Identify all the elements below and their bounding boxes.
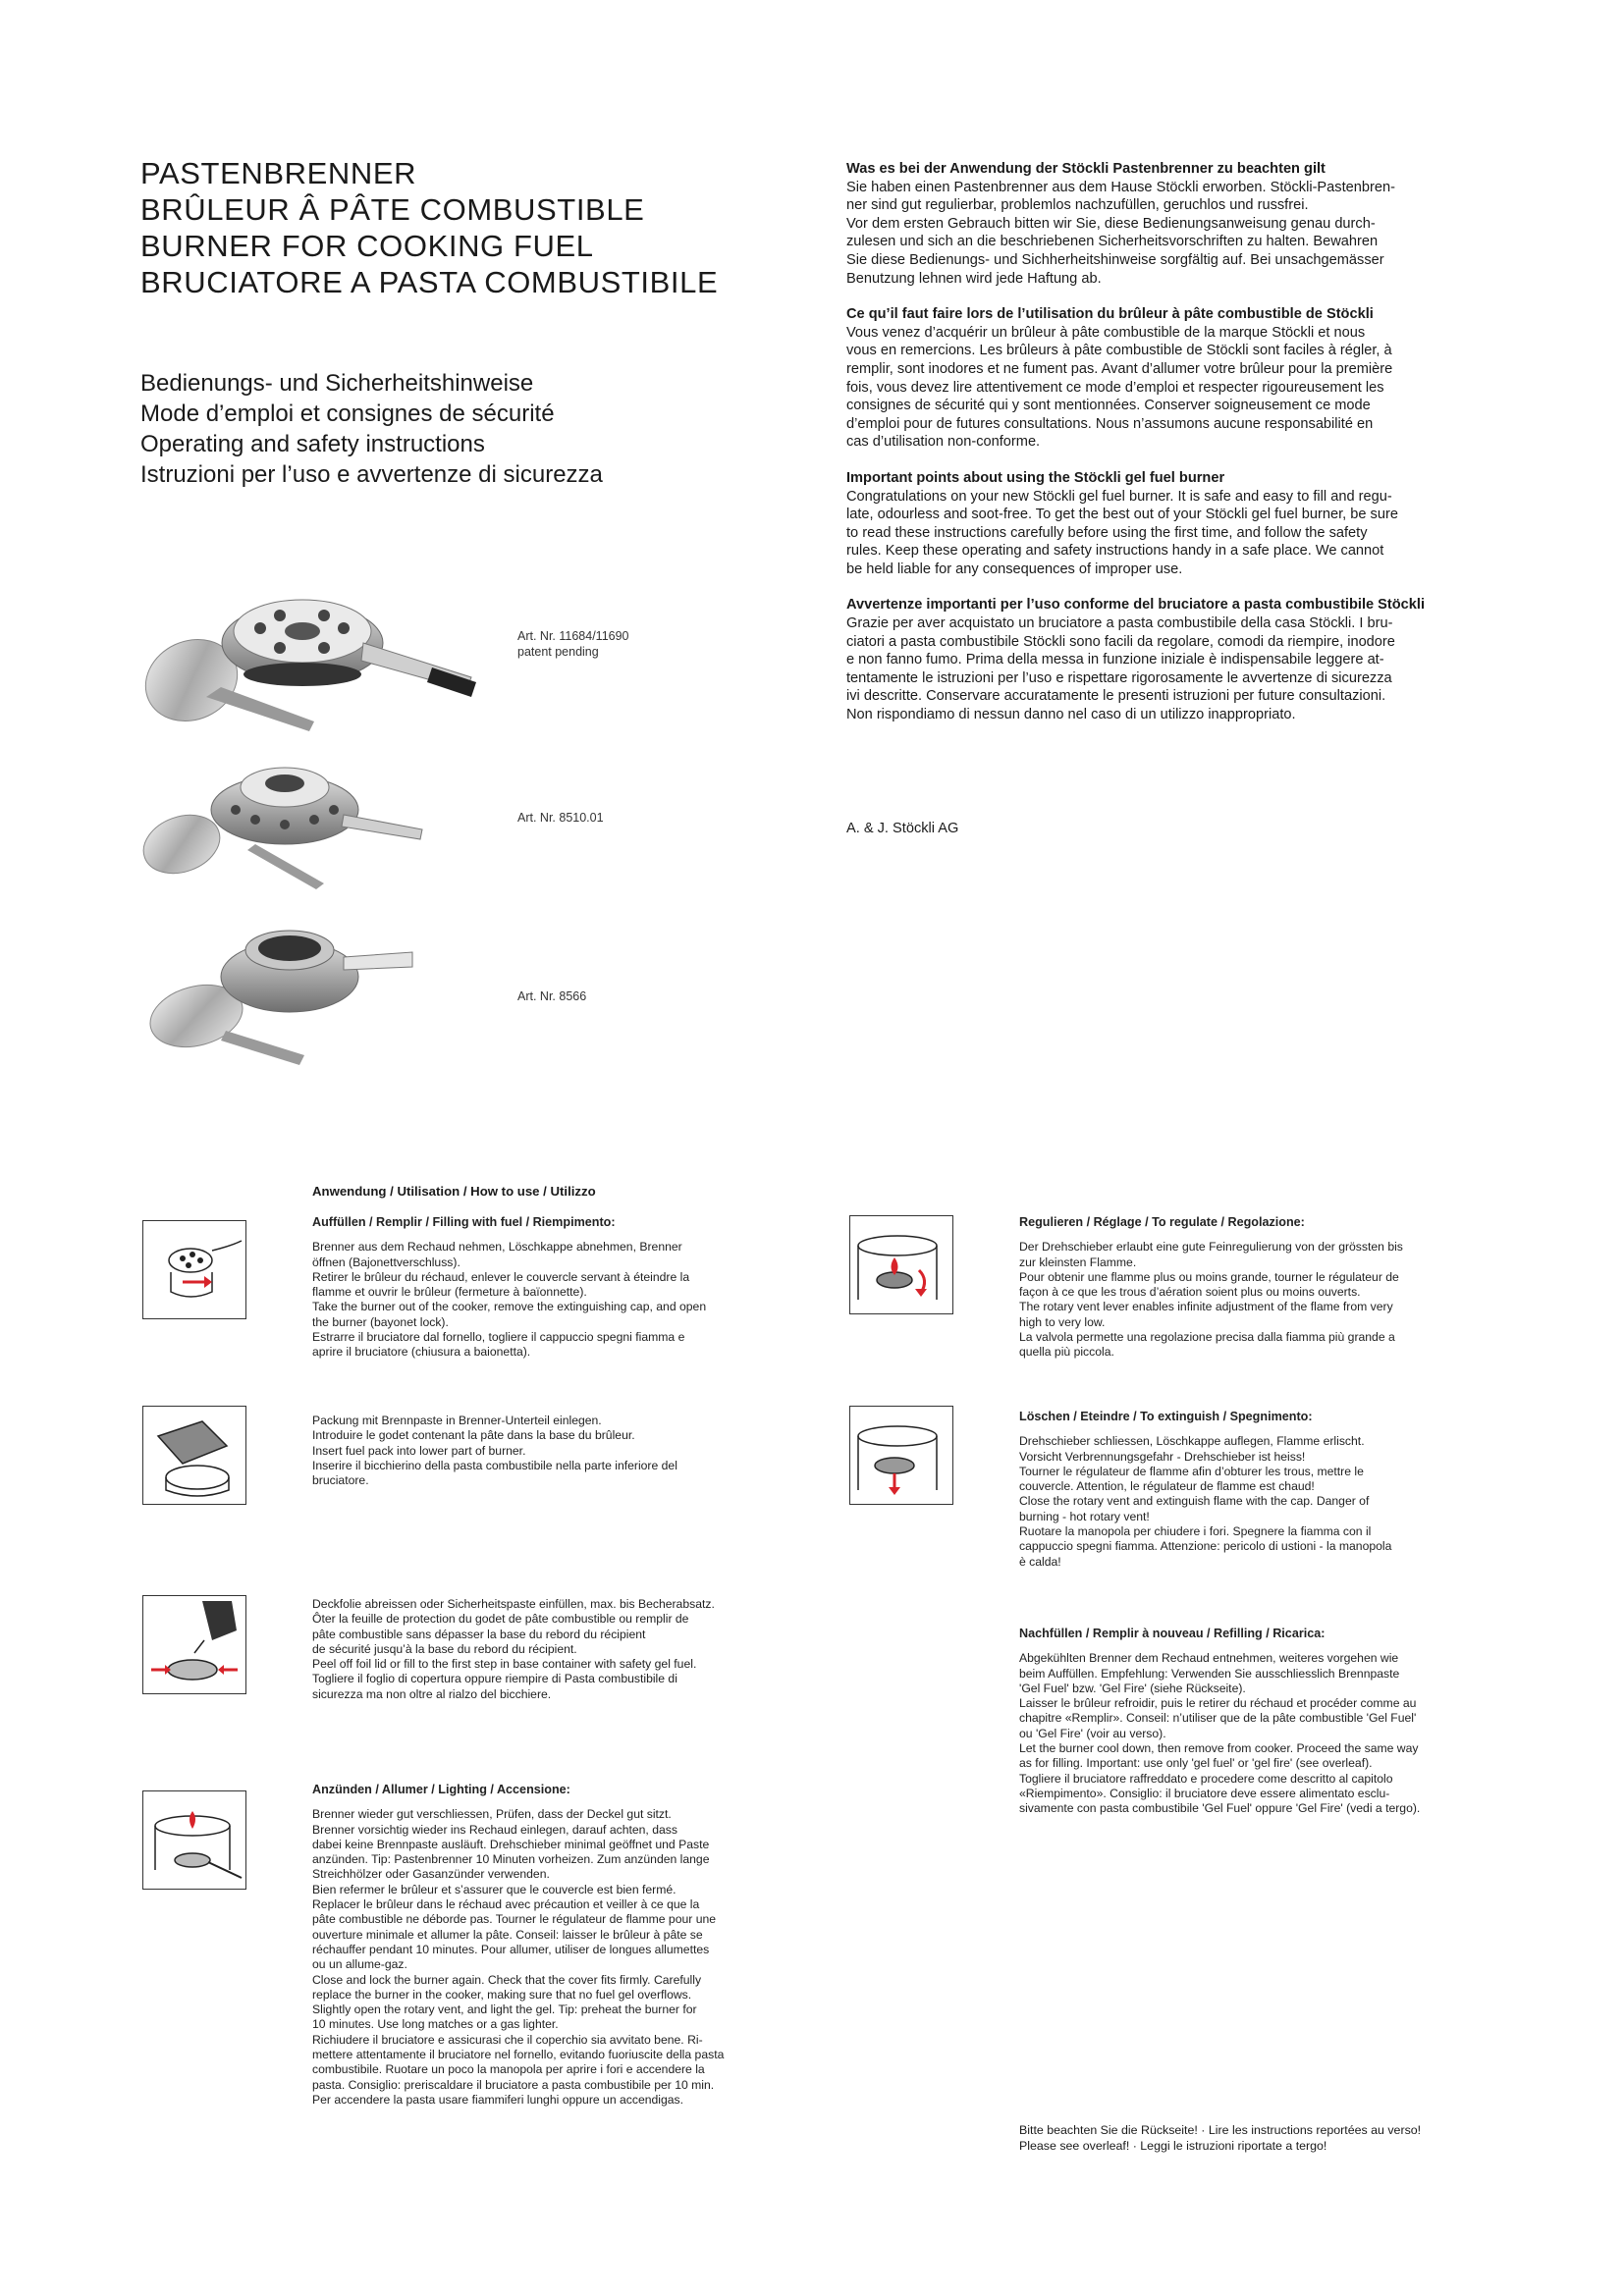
- intro-line: vous en remercions. Les brûleurs à pâte combustible de Stöckli sont faciles à régler, à: [846, 343, 1392, 359]
- intro-line: late, odourless and soot-free. To get the best out of your Stöckli gel fuel burner, be sure: [846, 507, 1398, 523]
- step-line: La valvola permette una regolazione precisa dalla fiamma più grande a: [1019, 1330, 1395, 1345]
- intro-line: consignes de sécurité qui y sont mentionnées. Conserver soigneusement ce mode: [846, 398, 1371, 414]
- footer-note: [1019, 2122, 1421, 2154]
- intro-heading: Ce qu’il faut faire lors de l’utilisation du brûleur à pâte combustible de Stöckli: [846, 306, 1374, 323]
- step-line: burning - hot rotary vent!: [1019, 1509, 1150, 1523]
- step-line: mettere attentamente il bruciatore nel fornello, evitando fuoriuscite della pasta: [312, 2048, 725, 2062]
- intro-line: remplir, sont inodores et ne fument pas. Avant d’allumer votre brûleur pour la première: [846, 360, 1393, 377]
- step-line: beim Auffüllen. Empfehlung: Verwenden Sie ausschliesslich Brennpaste: [1019, 1666, 1400, 1681]
- article-label-2: [517, 810, 604, 826]
- intro-section: [846, 160, 1496, 288]
- subtitle-it: Istruzioni per l’uso e avvertenze di sicurezza: [140, 461, 603, 488]
- step-line: ou 'Gel Fire' (voir au verso).: [1019, 1726, 1166, 1740]
- footer-line-2: Please see overleaf! · Leggi le istruzioni riportate a tergo!: [1019, 2139, 1327, 2153]
- step-line: chapitre «Remplir». Conseil: n’utiliser que de la pâte combustible 'Gel Fuel': [1019, 1711, 1417, 1726]
- step-line: Close and lock the burner again. Check that the cover fits firmly. Carefully: [312, 1972, 702, 1987]
- step-line: Slightly open the rotary vent, and light the gel. Tip: preheat the burner for: [312, 2002, 697, 2017]
- title-de: PASTENBRENNER: [140, 156, 417, 190]
- step-line: couvercle. Attention, le régulateur de flamme est chaud!: [1019, 1479, 1315, 1494]
- step-line: Inserire il bicchierino della pasta combustibile nella parte inferiore del: [312, 1458, 677, 1472]
- step-line: zur kleinsten Flamme.: [1019, 1255, 1137, 1269]
- article-label-3: [517, 988, 586, 1004]
- step-heading: Nachfüllen / Remplir à nouveau / Refilling / Ricarica:: [1019, 1627, 1326, 1640]
- step-line: Bien refermer le brûleur et s’assurer que le couvercle est bien fermé.: [312, 1882, 677, 1896]
- intro-line: Vor dem ersten Gebrauch bitten wir Sie, diese Bedienungsanweisung genau durch-: [846, 215, 1376, 232]
- intro-line: Grazie per aver acquistato un bruciatore a pasta combustibile della casa Stöckli. I bru-: [846, 615, 1393, 632]
- intro-section: [846, 305, 1496, 452]
- footer-line-1: Bitte beachten Sie die Rückseite! · Lire les instructions reportées au verso!: [1019, 2123, 1422, 2137]
- step-line: replace the burner in the cooker, making sure that no fuel gel overflows.: [312, 1987, 692, 2002]
- step-line: bruciatore.: [312, 1473, 369, 1488]
- intro-line: Non rispondiamo di nessun danno nel caso di un utilizzo inappropriato.: [846, 707, 1296, 723]
- step-extinguish: [1019, 1410, 1510, 1570]
- intro-line: rules. Keep these operating and safety instructions handy in a safe place. We cannot: [846, 543, 1384, 560]
- step-line: high to very low.: [1019, 1314, 1106, 1329]
- step-line: ou un allume-gaz.: [312, 1957, 407, 1972]
- step-line: Laisser le brûleur refroidir, puis le retirer du réchaud et procéder comme au: [1019, 1696, 1417, 1711]
- step-line: Brenner wieder gut verschliessen, Prüfen, dass der Deckel gut sitzt.: [312, 1807, 672, 1822]
- step-line: Ôter la feuille de protection du godet de pâte combustible ou remplir de: [312, 1612, 689, 1627]
- step-line: cappuccio spegni fiamma. Attenzione: pericolo di ustioni - la manopola: [1019, 1539, 1392, 1554]
- intro-line: ivi descritte. Conservare accuratamente le presenti istruzioni per future consultazioni.: [846, 688, 1386, 705]
- intro-line: Sie haben einen Pastenbrenner aus dem Hause Stöckli erworben. Stöckli-Pastenbren-: [846, 179, 1395, 195]
- step-line: Take the burner out of the cooker, remove the extinguishing cap, and open: [312, 1300, 707, 1314]
- intro-line: d’emploi pour de futures consultations. Nous n’assumons aucune responsabilité en: [846, 415, 1374, 432]
- step-line: pasta. Consiglio: preriscaldare il bruciatore a pasta combustibile per 10 min.: [312, 2077, 715, 2092]
- step-line: Deckfolie abreissen oder Sicherheitspaste einfüllen, max. bis Becherabsatz.: [312, 1597, 715, 1611]
- intro-line: e non fanno fumo. Prima della messa in funzione iniziale è indispensabile leggere at-: [846, 652, 1384, 668]
- intro-line: ner sind gut regulierbar, problemlos nachzufüllen, geruchlos und russfrei.: [846, 197, 1309, 214]
- step-line: réchauffer pendant 10 minutes. Pour allumer, utiliser de longues allumettes: [312, 1942, 710, 1956]
- step-heading: Löschen / Eteindre / To extinguish / Spegnimento:: [1019, 1410, 1313, 1423]
- step-line: Ruotare la manopola per chiudere i fori. Spegnere la fiamma con il: [1019, 1524, 1372, 1539]
- intro-heading: Was es bei der Anwendung der Stöckli Pastenbrenner zu beachten gilt: [846, 161, 1326, 177]
- intro-heading: Important points about using the Stöckli gel fuel burner: [846, 469, 1225, 486]
- step-line: Brenner aus dem Rechaud nehmen, Löschkappe abnehmen, Brenner: [312, 1240, 682, 1255]
- burner-8510-image: [137, 768, 422, 889]
- step-line: sicurezza ma non oltre al rialzo del bicchiere.: [312, 1686, 552, 1701]
- step-line: «Riempimento». Consiglio: il bruciatore deve essere alimentato esclu-: [1019, 1786, 1390, 1800]
- intro-line: Vous venez d’acquérir un brûleur à pâte combustible de la marque Stöckli et nous: [846, 324, 1366, 341]
- article-number-2: Art. Nr. 8510.01: [517, 811, 604, 825]
- title-fr: BRÛLEUR Â PÂTE COMBUSTIBLE: [140, 192, 645, 227]
- step-line: Abgekühlten Brenner dem Rechaud entnehmen, weiteres vorgehen wie: [1019, 1651, 1399, 1666]
- subtitle-block: [140, 368, 603, 490]
- step-line: The rotary vent lever enables infinite adjustment of the flame from very: [1019, 1300, 1393, 1314]
- step-line: Per accendere la pasta usare fiammiferi lunghi oppure un accendigas.: [312, 2092, 684, 2107]
- step-line: Togliere il bruciatore raffreddato e procedere come descritto al capitolo: [1019, 1771, 1393, 1786]
- step-line: sivamente con pasta combustibile 'Gel Fuel' oppure 'Gel Fire' (vedi a tergo).: [1019, 1801, 1421, 1816]
- step-line: Drehschieber schliessen, Löschkappe auflegen, Flamme erlischt.: [1019, 1434, 1365, 1449]
- step-line: dabei keine Brennpaste ausläuft. Drehschieber minimal geöffnet und Paste: [312, 1837, 710, 1851]
- step-line: aprire il bruciatore (chiusura a baionetta).: [312, 1345, 531, 1360]
- article-note-1: patent pending: [517, 645, 599, 659]
- step-line: Brenner vorsichtig wieder ins Rechaud einlegen, darauf achten, dass: [312, 1822, 677, 1837]
- step-line: Replacer le brûleur dans le réchaud avec précaution et veiller à ce que la: [312, 1897, 700, 1912]
- intro-line: ciatori a pasta combustibile Stöckli sono facili da regolare, comodi da riempire, inodore: [846, 633, 1395, 650]
- step-line: Pour obtenir une flamme plus ou moins grande, tourner le régulateur de: [1019, 1269, 1399, 1284]
- intro-heading: Avvertenze importanti per l’uso conforme del bruciatore a pasta combustibile Stöckli: [846, 597, 1426, 614]
- subtitle-en: Operating and safety instructions: [140, 431, 485, 457]
- step-line: de sécurité jusqu’à la base du rebord du récipient.: [312, 1641, 577, 1656]
- step-line: anzünden. Tip: Pastenbrenner 10 Minuten vorheizen. Zum anzünden lange: [312, 1852, 710, 1867]
- intro-section: [846, 469, 1496, 579]
- step-line: öffnen (Bajonettverschluss).: [312, 1255, 460, 1269]
- extinguish-icon: [849, 1406, 953, 1505]
- step-lighting: [312, 1783, 803, 2108]
- step-heading: Regulieren / Réglage / To regulate / Regolazione:: [1019, 1215, 1305, 1229]
- article-number-3: Art. Nr. 8566: [517, 989, 587, 1003]
- step-line: Togliere il foglio di copertura oppure riempire di Pasta combustibile di: [312, 1672, 677, 1686]
- insert-fuel-icon: [142, 1406, 246, 1505]
- step-line: Tourner le régulateur de flamme afin d’obturer les trous, mettre le: [1019, 1464, 1364, 1478]
- intro-line: cas d’utilisation non-conforme.: [846, 434, 1041, 451]
- article-number-1: Art. Nr. 11684/11690: [517, 629, 629, 643]
- step-line: combustibile. Ruotare un poco la manopola per aprire i fori e accendere la: [312, 2062, 705, 2077]
- signature: A. & J. Stöckli AG: [846, 821, 959, 836]
- step-line: Estrarre il bruciatore dal fornello, togliere il cappuccio spegni fiamma e: [312, 1330, 685, 1345]
- title-en: BURNER FOR COOKING FUEL: [140, 229, 594, 263]
- intro-line: Benutzung lehnen wird jede Haftung ab.: [846, 270, 1102, 287]
- burner-11684-image: [137, 600, 476, 736]
- step-line: Close the rotary vent and extinguish flame with the cap. Danger of: [1019, 1494, 1370, 1509]
- step-line: as for filling. Important: use only 'gel fuel' or 'gel fire' (see overleaf).: [1019, 1756, 1373, 1771]
- step-line: Packung mit Brennpaste in Brenner-Unterteil einlegen.: [312, 1414, 602, 1427]
- burner-8566-image: [143, 931, 412, 1065]
- step-heading: Anzünden / Allumer / Lighting / Accensione:: [312, 1783, 570, 1796]
- step-line: Peel off foil lid or fill to the first step in base container with safety gel fuel.: [312, 1657, 697, 1672]
- intro-section: [846, 596, 1496, 723]
- step-line: Richiudere il bruciatore e assicurasi che il coperchio sia avvitato bene. Ri-: [312, 2032, 703, 2047]
- intro-sections: [846, 160, 1496, 742]
- intro-line: zulesen und sich an die beschriebenen Sicherheitsvorschriften zu halten. Bewahren: [846, 234, 1379, 250]
- how-to-use-heading: Anwendung / Utilisation / How to use / Utilizzo: [312, 1184, 596, 1199]
- intro-line: Sie diese Bedienungs- und Sichherheitshinweise sorgfältig auf. Bei unsachgemässer: [846, 251, 1384, 268]
- step-line: ouverture minimale et allumer la pâte. Conseil: laisser le brûleur à pâte se: [312, 1927, 703, 1942]
- step-line: the burner (bayonet lock).: [312, 1314, 449, 1329]
- subtitle-fr: Mode d’emploi et consignes de sécurité: [140, 400, 555, 427]
- step-line: Streichhölzer oder Gasanzünder verwenden.: [312, 1867, 550, 1882]
- step-line: Der Drehschieber erlaubt eine gute Feinregulierung von der grössten bis: [1019, 1240, 1403, 1255]
- step-line: quella più piccola.: [1019, 1345, 1114, 1360]
- step-line: Introduire le godet contenant la pâte dans la base du brûleur.: [312, 1428, 635, 1443]
- step-line: 'Gel Fuel' bzw. 'Gel Fire' (siehe Rückseite).: [1019, 1681, 1246, 1695]
- step-line: flamme et ouvrir le brûleur (fermeture à baïonnette).: [312, 1285, 587, 1300]
- step-heading: Auffüllen / Remplir / Filling with fuel / Riempimento:: [312, 1215, 616, 1229]
- intro-line: Congratulations on your new Stöckli gel fuel burner. It is safe and easy to fill and regu-: [846, 488, 1392, 505]
- regulate-icon: [849, 1215, 953, 1314]
- step-line: pâte combustible ne déborde pas. Tourner le régulateur de flamme pour une: [312, 1912, 717, 1927]
- article-label-1: [517, 628, 629, 660]
- step-filling: [312, 1215, 803, 1361]
- product-illustrations: [137, 574, 511, 1085]
- intro-line: tentamente le istruzioni per l’uso e rispettare rigorosamente le avvertenze di sicurezza: [846, 669, 1392, 686]
- step-insert-fuel: [312, 1414, 803, 1488]
- step-line: façon à ce que les trous d’aération soient plus ou moins ouverts.: [1019, 1285, 1361, 1300]
- subtitle-de: Bedienungs- und Sicherheitshinweise: [140, 370, 534, 397]
- step-line: Let the burner cool down, then remove from cooker. Proceed the same way: [1019, 1741, 1419, 1756]
- step-line: 10 minutes. Use long matches or a gas lighter.: [312, 2017, 559, 2032]
- step-line: pâte combustible sans dépasser la base du rebord du récipient: [312, 1627, 646, 1641]
- peel-foil-icon: [142, 1595, 246, 1694]
- title-it: BRUCIATORE A PASTA COMBUSTIBILE: [140, 265, 719, 299]
- filling-icon: [142, 1220, 246, 1319]
- document-title-block: [140, 155, 718, 300]
- intro-line: to read these instructions carefully before using the first time, and follow the safety: [846, 524, 1368, 541]
- lighting-icon: [142, 1790, 246, 1890]
- step-line: Vorsicht Verbrennungsgefahr - Drehschieber ist heiss!: [1019, 1449, 1306, 1464]
- step-line: Insert fuel pack into lower part of burner.: [312, 1443, 526, 1458]
- step-peel-foil: [312, 1597, 803, 1702]
- intro-line: fois, vous devez lire attentivement ce mode d’emploi et respecter rigoureusement les: [846, 379, 1384, 396]
- step-line: è calda!: [1019, 1554, 1061, 1569]
- step-line: Retirer le brûleur du réchaud, enlever le couvercle servant à éteindre la: [312, 1269, 690, 1284]
- step-regulate: [1019, 1215, 1510, 1361]
- intro-line: be held liable for any consequences of improper use.: [846, 561, 1183, 577]
- step-refilling: [1019, 1627, 1510, 1817]
